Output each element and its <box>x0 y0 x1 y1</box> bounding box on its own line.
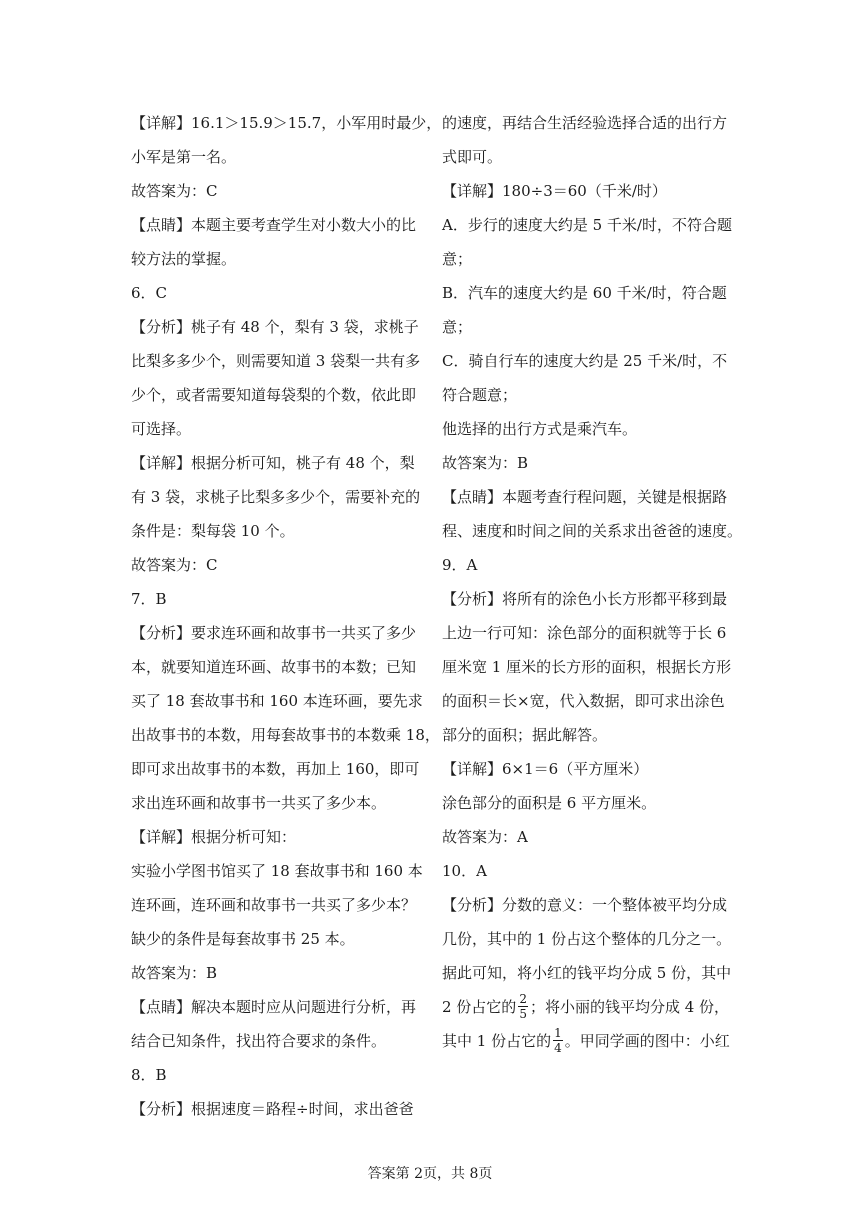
text-line: 的速度，再结合生活经验选择合适的出行方 <box>442 114 728 132</box>
left-column <box>131 106 442 1126</box>
text-line: 【点睛】本题主要考查学生对小数大小的比 <box>131 216 417 234</box>
text-line: 缺少的条件是每套故事书 25 本。 <box>131 930 355 948</box>
fraction-denominator: 5 <box>519 1006 527 1021</box>
fraction-line-text: ；将小丽的钱平均分成 4 份， <box>529 998 730 1016</box>
text-line: 【详解】6×1＝6（平方厘米） <box>442 760 649 778</box>
text-line: 故答案为：B <box>442 454 529 472</box>
text-line: 意； <box>442 250 473 268</box>
text-line: 【分析】分数的意义：一个整体被平均分成 <box>442 896 728 914</box>
text-line: 故答案为：C <box>131 556 218 574</box>
text-line: 实验小学图书馆买了 18 套故事书和 160 本 <box>131 862 423 880</box>
text-line: 条件是：梨每袋 10 个。 <box>131 522 295 540</box>
fraction-line-text: 2 份占它的 <box>442 998 517 1016</box>
text-line: 符合题意； <box>442 386 518 404</box>
text-line: 【详解】根据分析可知，桃子有 48 个，梨 <box>131 454 415 472</box>
fraction-denominator: 4 <box>554 1040 562 1055</box>
text-line: 意； <box>442 318 473 336</box>
question-number: 9．A <box>442 556 478 574</box>
text-line: B．汽车的速度大约是 60 千米/时，符合题 <box>442 284 727 302</box>
text-line: 本，就要知道连环画、故事书的本数；已知 <box>131 658 417 676</box>
text-line: 结合已知条件，找出符合要求的条件。 <box>131 1032 387 1050</box>
right-column <box>442 106 742 1058</box>
text-line: 可选择。 <box>131 420 192 438</box>
text-line: 比梨多多少个，则需要知道 3 袋梨一共有多 <box>131 352 421 370</box>
fraction-numerator: 2 <box>519 991 527 1006</box>
question-number: 7．B <box>131 590 167 608</box>
text-line: 【分析】要求连环画和故事书一共买了多少 <box>131 624 417 642</box>
page-footer: 答案第 2页，共 8页 <box>367 1166 493 1182</box>
text-line: A．步行的速度大约是 5 千米/时，不符合题 <box>442 216 732 234</box>
fraction-numerator: 1 <box>554 1025 562 1040</box>
text-line: 部分的面积；据此解答。 <box>442 726 608 744</box>
text-line: 【分析】根据速度＝路程÷时间，求出爸爸 <box>131 1100 414 1118</box>
text-line: 小军是第一名。 <box>131 148 237 166</box>
text-line: 涂色部分的面积是 6 平方厘米。 <box>442 794 657 812</box>
text-line: 有 3 袋，求桃子比梨多多少个，需要补充的 <box>131 488 421 506</box>
fraction-line <box>442 990 742 1024</box>
fraction <box>553 1027 563 1054</box>
text-line: 程、速度和时间之间的关系求出爸爸的速度。 <box>442 522 743 540</box>
fraction-line-text: 其中 1 份占它的 <box>442 1032 552 1050</box>
fraction <box>518 993 528 1020</box>
question-number: 8．B <box>131 1066 167 1084</box>
text-line: 上边一行可知：涂色部分的面积就等于长 6 <box>442 624 727 642</box>
text-line: 式即可。 <box>442 148 503 166</box>
text-line: 即可求出故事书的本数，再加上 160，即可 <box>131 760 420 778</box>
text-line: 几份，其中的 1 份占这个整体的几分之一。 <box>442 930 732 948</box>
question-number: 10．A <box>442 862 487 880</box>
text-line: 故答案为：B <box>131 964 218 982</box>
text-line: 少个，或者需要知道每袋梨的个数，依此即 <box>131 386 417 404</box>
text-line: 他选择的出行方式是乘汽车。 <box>442 420 638 438</box>
text-line: 求出连环画和故事书一共买了多少本。 <box>131 794 387 812</box>
text-line: 【详解】16.1＞15.9＞15.7，小军用时最少， <box>131 114 442 132</box>
text-line: 厘米宽 1 厘米的长方形的面积，根据长方形 <box>442 658 732 676</box>
fraction-line <box>442 1024 742 1058</box>
text-line: 的面积＝长×宽，代入数据，即可求出涂色 <box>442 692 725 710</box>
text-line: 出故事书的本数，用每套故事书的本数乘 18， <box>131 726 440 744</box>
fraction-line-text: 。甲同学画的图中：小红 <box>564 1032 730 1050</box>
text-line: 较方法的掌握。 <box>131 250 237 268</box>
text-line: 【详解】180÷3＝60（千米/时） <box>442 182 667 200</box>
text-line: 故答案为：A <box>442 828 528 846</box>
text-line: C．骑自行车的速度大约是 25 千米/时，不 <box>442 352 728 370</box>
text-line: 连环画，连环画和故事书一共买了多少本？ <box>131 896 417 914</box>
text-line: 【分析】将所有的涂色小长方形都平移到最 <box>442 590 728 608</box>
text-line: 故答案为：C <box>131 182 218 200</box>
text-line: 【点睛】本题考查行程问题，关键是根据路 <box>442 488 728 506</box>
text-line: 买了 18 套故事书和 160 本连环画，要先求 <box>131 692 423 710</box>
text-line: 据此可知，将小红的钱平均分成 5 份，其中 <box>442 964 732 982</box>
question-number: 6．C <box>131 284 168 302</box>
text-line: 【分析】桃子有 48 个，梨有 3 袋，求桃子 <box>131 318 419 336</box>
text-line: 【详解】根据分析可知： <box>131 828 297 846</box>
text-line: 【点睛】解决本题时应从问题进行分析，再 <box>131 998 417 1016</box>
